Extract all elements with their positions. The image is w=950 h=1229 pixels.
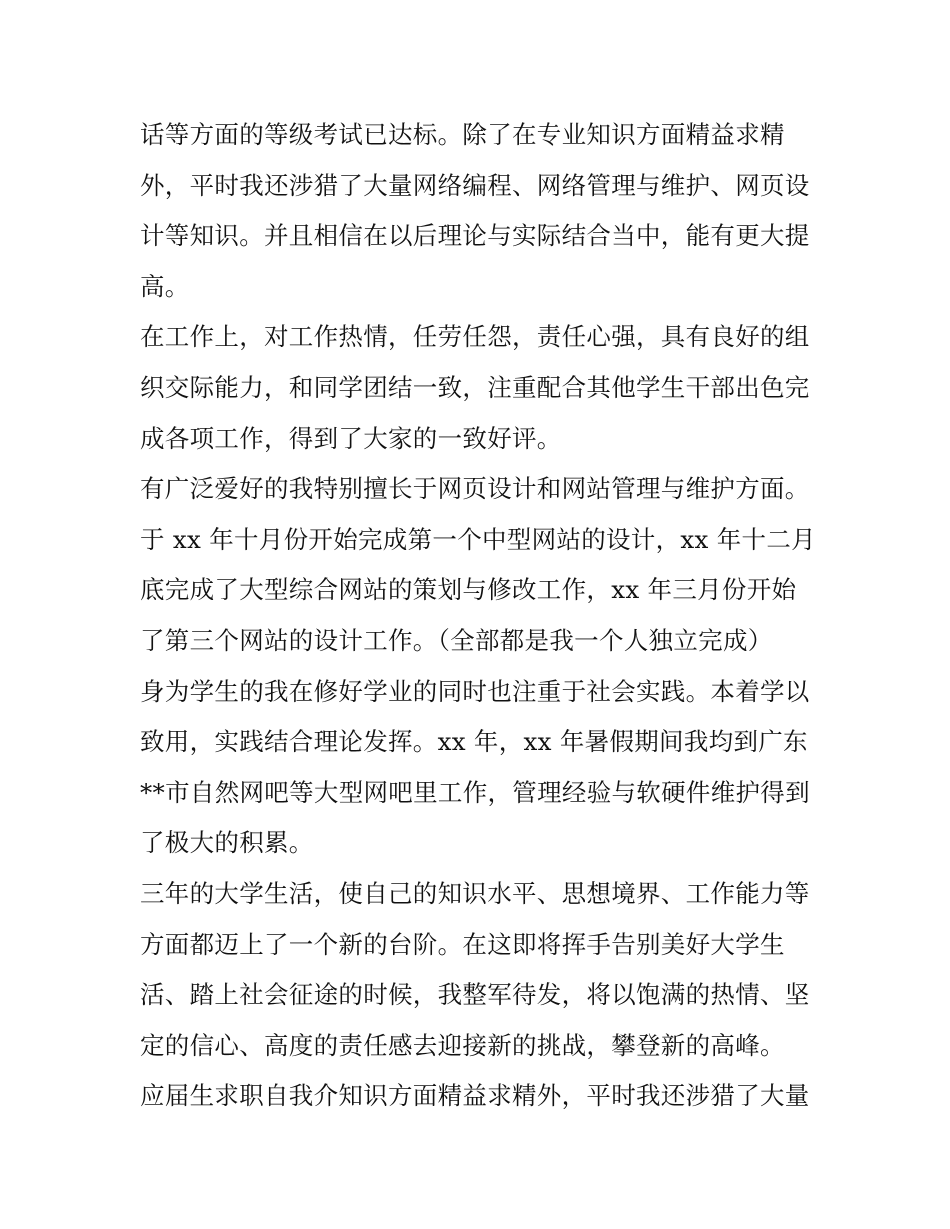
text-line: 织交际能力，和同学团结一致，注重配合其他学生干部出色完 (140, 372, 810, 402)
text-line: 了第三个网站的设计工作。（全部都是我一个人独立完成） (140, 625, 773, 655)
text-line: 三年的大学生活，使自己的知识水平、思想境界、工作能力等 (140, 878, 810, 908)
text-line: 应届生求职自我介知识方面精益求精外，平时我还涉猎了大量 (140, 1081, 810, 1111)
text-line: 成各项工作，得到了大家的一致好评。 (140, 423, 562, 453)
text-line: 于 xx 年十月份开始完成第一个中型网站的设计，xx 年十二月 (140, 524, 816, 554)
text-line: 致用，实践结合理论发挥。xx 年，xx 年暑假期间我均到广东 (140, 727, 808, 757)
text-line: 话等方面的等级考试已达标。除了在专业知识方面精益求精 (140, 120, 785, 149)
text-line: 定的信心、高度的责任感去迎接新的挑战，攀登新的高峰。 (140, 1030, 785, 1060)
text-line: 身为学生的我在修好学业的同时也注重于社会实践。本着学以 (140, 676, 810, 706)
text-line: 底完成了大型综合网站的策划与修改工作，xx 年三月份开始 (140, 575, 797, 605)
text-line: 在工作上，对工作热情，任劳任怨，责任心强，具有良好的组 (140, 322, 810, 352)
text-line: 高。 (140, 271, 190, 301)
text-line: 计等知识。并且相信在以后理论与实际结合当中，能有更大提 (140, 221, 810, 251)
text-line: 外，平时我还涉猎了大量网络编程、网络管理与维护、网页设 (140, 170, 810, 200)
text-line: 了极大的积累。 (140, 828, 314, 858)
document-body (140, 110, 820, 1122)
text-line: 有广泛爱好的我特别擅长于网页设计和网站管理与维护方面。 (140, 474, 810, 504)
text-line: **市自然网吧等大型网吧里工作，管理经验与软硬件维护得到 (140, 777, 810, 807)
text-line: 活、踏上社会征途的时候，我整军待发，将以饱满的热情、坚 (140, 980, 810, 1010)
text-line: 方面都迈上了一个新的台阶。在这即将挥手告别美好大学生 (140, 929, 785, 959)
